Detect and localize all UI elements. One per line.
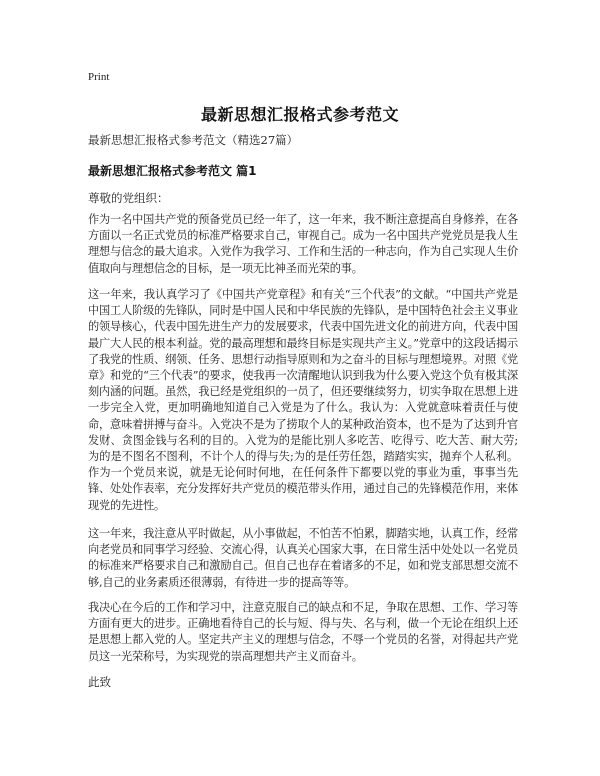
salutation: 尊敬的党组织： [88,191,169,205]
paragraph: 这一年来，我认真学习了《中国共产党章程》和有关“三个代表”的文献。“中国共产党是中国工人阶级的先锋队，同时是中国人民和中华民族的先锋队，是中国特色社会主义事业的领导核心，代表中国先进生产力的发展要求，代表中国先进文化的前进方向，代表中国最广大人民的根本利益。党的最高理想和最终目标是实现共产主义。”党章中的这段话揭示了我党的性质、纲领、任务、思想行动指导原则和为之奋斗的目标与理想境界。对照《党章》和党的“三个代表”的要求，使我再一次清醒地认识到我为什么要入党这个负有极其深刻内涵的问题。虽然，我已经是党组织的一员了，但还要继续努力，切实争取在思想上进一步完全入党，更加明确地知道自己入党是为了什么。我认为：入党就意味着责任与使命，意味着拼搏与奋斗。入党决不是为了捞取个人的某种政治资本，也不是为了达到升官发财、贪图金钱与名利的目的。入党为的是能比别人多吃苦、吃得亏、吃大苦、耐大劳;为的是不图名不图利，不计个人的得与失;为的是任劳任怨，踏踏实实，抛弃个人私利。作为一个党员来说，就是无论何时何地，在任何条件下都要以党的事业为重，事事当先锋、处处作表率，充分发挥好共产党员的模范带头作用，通过自己的先锋模范作用，来体现党的先进性。 [88,288,518,512]
page-title: 最新思想汇报格式参考范文 [200,105,399,124]
document-subtitle: 最新思想汇报格式参考范文（精选27篇） [88,133,299,147]
paragraph: 我决心在今后的工作和学习中，注意克服自己的缺点和不足，争取在思想、工作、学习等方面有更大的进步。正确地看待自己的长与短、得与失、名与利，做一个无论在组织上还是思想上都入党的人。坚定共产主义的理想与信念，不辱一个党员的名誉，对得起共产党员这一光荣称号，为实现党的崇高理想共产主义而奋斗。 [88,601,518,663]
paragraph: 这一年来，我注意从平时做起，从小事做起，不怕苦不怕累，脚踏实地，认真工作，经常向老党员和同事学习经验、交流心得，认真关心国家大事，在日常生活中处处以一名党员的标准来严格要求自己和激励自己。但自己也存在着诸多的不足，如和党支部思想交流不够,自己的业务素质还很薄弱，有待进一步的提高等等。 [88,527,518,589]
section-heading: 最新思想汇报格式参考范文 篇1 [88,164,257,178]
paragraph: 作为一名中国共产党的预备党员已经一年了，这一年来，我不断注意提高自身修养，在各方面以一名正式党员的标准严格要求自己，审视自己。成为一名中国共产党党员是我人生理想与信念的最大追求。入党作为我学习、工作和生活的一种志向，作为自己实现人生价值取向与理想信念的目标，是一项无比神圣而光荣的事。 [88,213,518,275]
print-label: Print [88,71,110,83]
closing-text: 此致 [88,675,111,689]
